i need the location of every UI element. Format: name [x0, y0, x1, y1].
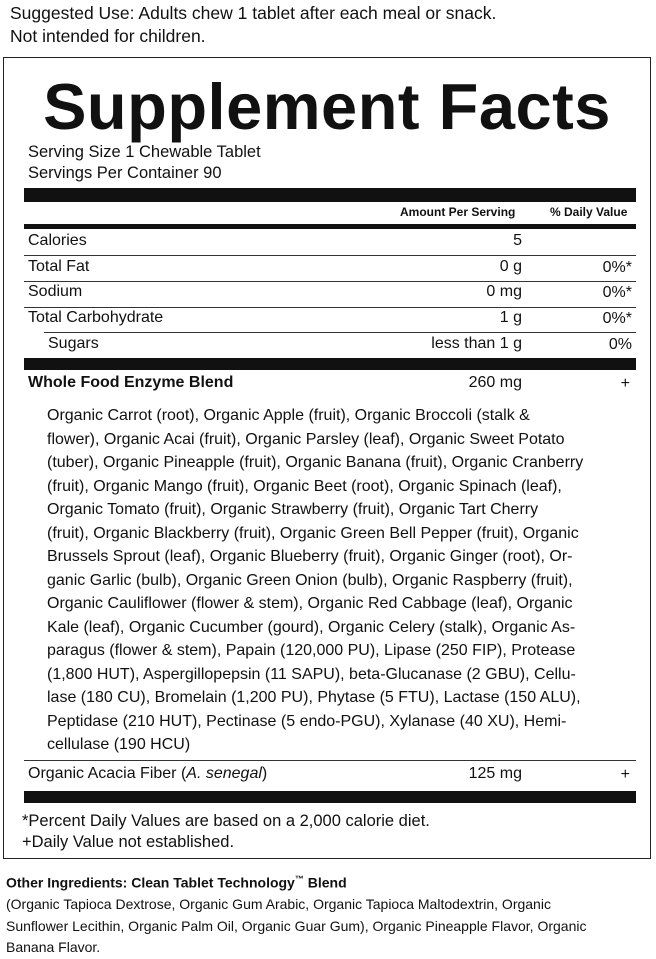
nutrient-label: Sugars [48, 335, 99, 352]
serving-size: Serving Size 1 Chewable Tablet [28, 143, 261, 161]
fiber-label-prefix: Organic Acacia Fiber ( [28, 765, 187, 782]
other-ingredients-line: Sunflower Lecithin, Organic Palm Oil, Organic Guar Gum), Organic Pineapple Flavor, Organic [6, 917, 587, 934]
blend-line: lase (180 CU), Bromelain (1,200 PU), Phytase (5 FTU), Lactase (150 ALU), [47, 689, 581, 706]
fiber-species: A. senegal [186, 765, 262, 782]
supplement-facts-panel [3, 57, 651, 859]
blend-line: flower), Organic Acai (fruit), Organic Parsley (leaf), Organic Sweet Potato [47, 430, 565, 448]
fiber-dv: + [620, 766, 630, 783]
nutrient-dv: 0%* [602, 310, 632, 327]
fiber-label [28, 765, 267, 783]
nutrient-amount: 0 mg [486, 283, 522, 300]
nutrient-row-sub [24, 332, 636, 357]
nutrient-amount: 1 g [499, 309, 522, 326]
blend-line: (fruit), Organic Blackberry (fruit), Organic Green Bell Pepper (fruit), Organic [47, 524, 579, 542]
blend-line: Organic Cauliflower (flower & stem), Organic Red Cabbage (leaf), Organic [47, 595, 573, 612]
other-ingredients-heading [6, 869, 652, 894]
nutrient-dv: 0% [608, 336, 632, 353]
fiber-label-suffix: ) [261, 765, 268, 782]
thick-divider [24, 188, 636, 202]
nutrient-amount: 0 g [499, 258, 522, 275]
other-ingredients-line: Banana Flavor. [6, 939, 101, 956]
fiber-amount: 125 mg [468, 765, 522, 782]
blend-ingredients [47, 404, 617, 757]
nutrient-row [24, 306, 636, 331]
servings-per-container: Servings Per Container 90 [28, 164, 222, 182]
other-ingredients-line: (Organic Tapioca Dextrose, Organic Gum Arabic, Organic Tapioca Maltodextrin, Organic [6, 896, 551, 913]
footnote-not-established: +Daily Value not established. [22, 833, 235, 851]
thick-divider [24, 358, 636, 370]
serving-info [28, 142, 261, 184]
blend-line: (fruit), Organic Mango (fruit), Organic Beet (root), Organic Spinach (leaf), [47, 477, 562, 495]
suggested-use [10, 2, 496, 48]
nutrient-dv: 0%* [602, 259, 632, 276]
blend-line: Brussels Sprout (leaf), Organic Blueberry (fruit), Organic Ginger (root), Or- [47, 548, 573, 565]
blend-line: Kale (leaf), Organic Cucumber (gourd), Organic Celery (stalk), Organic As- [47, 618, 576, 636]
nutrient-label: Calories [28, 232, 87, 249]
nutrient-label: Sodium [28, 283, 83, 300]
blend-amount: 260 mg [468, 374, 522, 391]
amount-header: Amount Per Serving [400, 205, 516, 219]
nutrient-label: Total Carbohydrate [28, 309, 164, 326]
thick-divider [24, 791, 636, 803]
blend-line: Peptidase (210 HUT), Pectinase (5 endo-PGU), Xylanase (40 XU), Hemi- [47, 712, 567, 730]
nutrient-row [24, 229, 636, 254]
fiber-row [24, 762, 636, 787]
blend-line: cellulase (190 HCU) [47, 736, 191, 753]
blend-line: (tuber), Organic Pineapple (fruit), Organic Banana (fruit), Organic Cranberry [47, 454, 584, 471]
blend-line: Organic Carrot (root), Organic Apple (fruit), Organic Broccoli (stalk & [47, 407, 530, 424]
nutrient-amount: less than 1 g [431, 335, 522, 352]
nutrient-row [24, 280, 636, 305]
other-ingredients [6, 869, 652, 959]
footnote-dv: *Percent Daily Values are based on a 2,000 calorie diet. [22, 812, 430, 830]
children-warning: Not intended for children. [10, 26, 206, 46]
blend-line: ganic Garlic (bulb), Organic Green Onion (bulb), Organic Raspberry (fruit), [47, 571, 573, 589]
suggested-use-line: Suggested Use: Adults chew 1 tablet after each meal or snack. [10, 3, 497, 23]
blend-line: (1,800 HUT), Aspergillopepsin (11 SAPU), beta-Glucanase (2 GBU), Cellu- [47, 665, 576, 683]
panel-title: Supplement Facts [43, 70, 611, 143]
blend-row [24, 371, 636, 396]
nutrient-label: Total Fat [28, 258, 90, 275]
trademark: ™ [294, 874, 304, 884]
nutrient-amount: 5 [513, 232, 522, 249]
nutrient-row [24, 255, 636, 280]
heading-text: Other Ingredients: Clean Tablet Technology [6, 874, 295, 891]
row-rule [24, 760, 636, 761]
blend-label: Whole Food Enzyme Blend [28, 374, 234, 391]
blend-line: Organic Tomato (fruit), Organic Strawberry (fruit), Organic Tart Cherry [47, 501, 539, 518]
blend-line: paragus (flower & stem), Papain (120,000 PU), Lipase (250 FIP), Protease [47, 642, 576, 659]
blend-dv: + [620, 375, 630, 392]
nutrient-dv: 0%* [602, 284, 632, 301]
dv-header: % Daily Value [550, 205, 628, 219]
heading-tail: Blend [303, 874, 347, 891]
